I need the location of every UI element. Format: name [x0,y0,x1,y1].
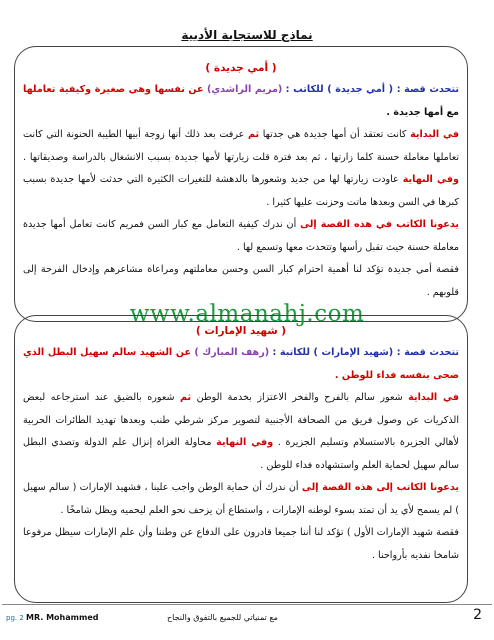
conclusion-paragraph: فقصة أمي جديدة تؤكد لنا أهمية احترام كبار السن وحسن معاملتهم ومراعاة مشاعرهم وإدخال الفرحة إلى قلوبهم . [23,264,459,298]
plot-text-a: شعور سالم بالفرح والفخر الاعتزاز بخدمة الوطن [196,392,403,403]
page-reference: pg. 2 [6,614,24,622]
plot-text-c: محاولة الغزاة إنزال علم الدولة وتصدي البطل سالم سهيل لحماية العلم واستشهاده فداء للوطن . [23,437,459,471]
plot-text-c: عاودت زيارتها لها من جديد وشعورها بالدهشة للتغيرات الكثيرة التي حدثت لأمها جديدة بسبب كبرها في السن وبعدها ماتت وحزنت عليها كثيرا . [23,174,459,208]
then-label: ثم [247,129,260,140]
intro-about: عن الشهيد سالم سهيل البطل الذي ضحى بنفسه فداء للوطن . [23,347,459,381]
plot-paragraph [23,387,459,477]
story-section-new-mom [14,46,468,322]
intro-about: عن نفسها وهي صغيرة وكيفية تعاملها [23,84,204,95]
beginning-label: في البداية [410,129,459,140]
lesson-paragraph [23,214,459,259]
lesson-text: أن ندرك أن حماية الوطن واجب علينا ، فشهيد الإمارات ( سالم سهيل ) لم يسمح لأي يد أن تمتد بسوء لوطنه الإمارات ، واستطاع أن يزحف نحو العلم ليحميه ويظل شامخًا . [23,482,459,516]
lesson-paragraph [23,477,459,522]
ending-label: وفي النهاية [402,174,459,185]
lesson-lead: يدعونا الكاتب في هذه القصة إلى [300,219,459,230]
footer-author: MR. Mohammed [26,613,99,622]
lesson-text: أن ندرك كيفية التعامل مع كبار السن فمريم كانت تعامل أمها جديدة معاملة حسنة حيث تقبل رأسها وتتحدث معها وتسمع لها . [23,219,459,253]
footer-divider [2,604,492,605]
page-title: نماذج للاستجابة الأدبية [181,28,313,42]
watermark-url: www.almanahj.com [129,301,365,327]
section-title: ( شهيد الإمارات ) [195,325,287,337]
section-title: ( أمي جديدة ) [205,62,277,74]
conclusion-paragraph: فقصة شهيد الإمارات الأول ) تؤكد لنا أننا جميعا قادرون على الدفاع عن وطننا وأن علم الإمارات سيظل مرفوعا شامخا نفديه بأرواحنا . [23,527,459,561]
intro-lead: تتحدث قصة : (شهيد الإمارات ) للكاتبة : [272,347,459,358]
beginning-label: في البداية [408,392,459,403]
lesson-lead: يدعونا الكاتب إلى هذه القصة إلى [301,482,459,493]
story-author: (مريم الراشدي) [206,84,283,95]
plot-text-a: كانت تعتقد أن أمها جديدة هي جدتها [262,129,407,140]
intro-lead: تتحدث قصة : ( أمي جديدة ) للكاتب : [285,84,459,95]
plot-text-b: شعوره بالضيق عند استرجاعه لبعض الذكريات عن وصول فريق من الصحافة الأجنبية لتصوير مركز شرطي طنب وبعدها تهديد الطائرات الحربية لأهالي الجزيرة بالاستسلام وتسليم الجزيرة . [23,392,459,448]
page-footer [2,604,492,626]
story-author: (رهف المبارك ) [194,347,270,358]
then-label: ثم [180,392,192,403]
plot-text-b: عرفت بعد ذلك أنها زوجة أبيها الطيبة الحنونة التي كانت تعاملها معاملة حسنة كلما زارتها ، ثم بعد فترة قلت زيارتها لأمها جديدة بسبب الانشغال بالدراسة وصديقاتها . [23,129,459,163]
intro-paragraph [23,342,459,387]
ending-label: وفي النهاية [216,437,274,448]
intro-tail: مع أمها جديدة . [386,106,459,118]
page-number: 2 [473,607,482,623]
intro-paragraph [23,79,459,124]
story-section-uae-martyr [14,315,468,603]
plot-paragraph [23,124,459,214]
footer-motto: مع تمنياتي للجميع بالتفوق والنجاح [167,613,278,622]
